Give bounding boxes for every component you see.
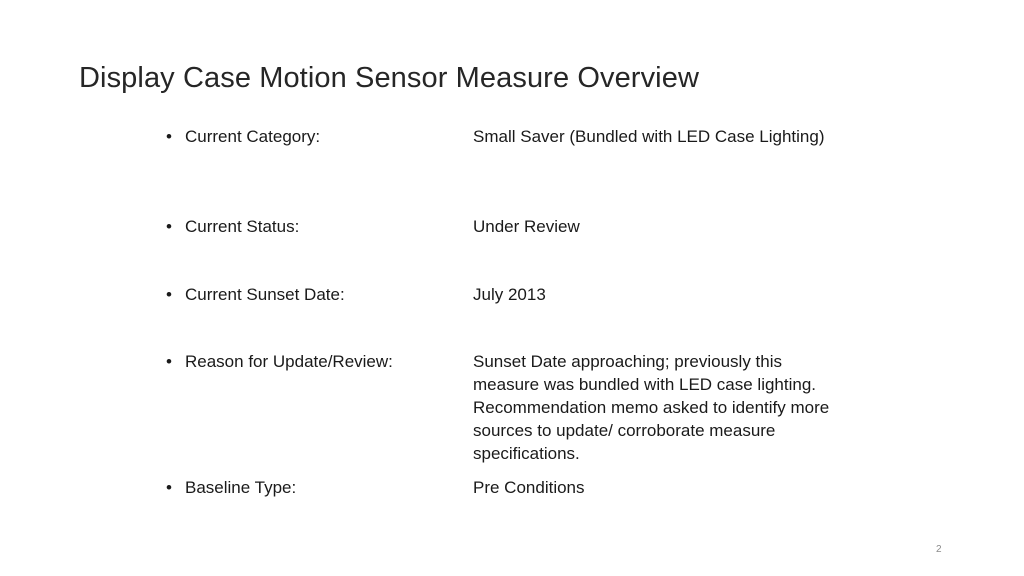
bullet-icon: • xyxy=(166,478,172,497)
bullet-value: Under Review xyxy=(473,217,580,236)
slide-title: Display Case Motion Sensor Measure Overview xyxy=(79,62,699,94)
bullet-icon: • xyxy=(166,127,172,146)
bullet-value: July 2013 xyxy=(473,285,546,304)
bullet-value: Sunset Date approaching; previously this measure was bundled with LED case lighting. Recommendation memo asked to identify more sources to update/ corroborate measure specifications. xyxy=(473,352,830,463)
bullet-value: Small Saver (Bundled with LED Case Lighting) xyxy=(473,127,825,146)
bullet-label: Current Status: xyxy=(185,217,300,236)
bullet-label: Current Category: xyxy=(185,127,321,146)
bullet-icon: • xyxy=(166,352,172,371)
bullet-label: Baseline Type: xyxy=(185,478,297,497)
bullet-icon: • xyxy=(166,285,172,304)
bullet-icon: • xyxy=(166,217,172,236)
bullet-label: Current Sunset Date: xyxy=(185,285,345,304)
page-number: 2 xyxy=(936,544,942,555)
bullet-value: Pre Conditions xyxy=(473,478,585,497)
bullet-label: Reason for Update/Review: xyxy=(185,352,393,371)
